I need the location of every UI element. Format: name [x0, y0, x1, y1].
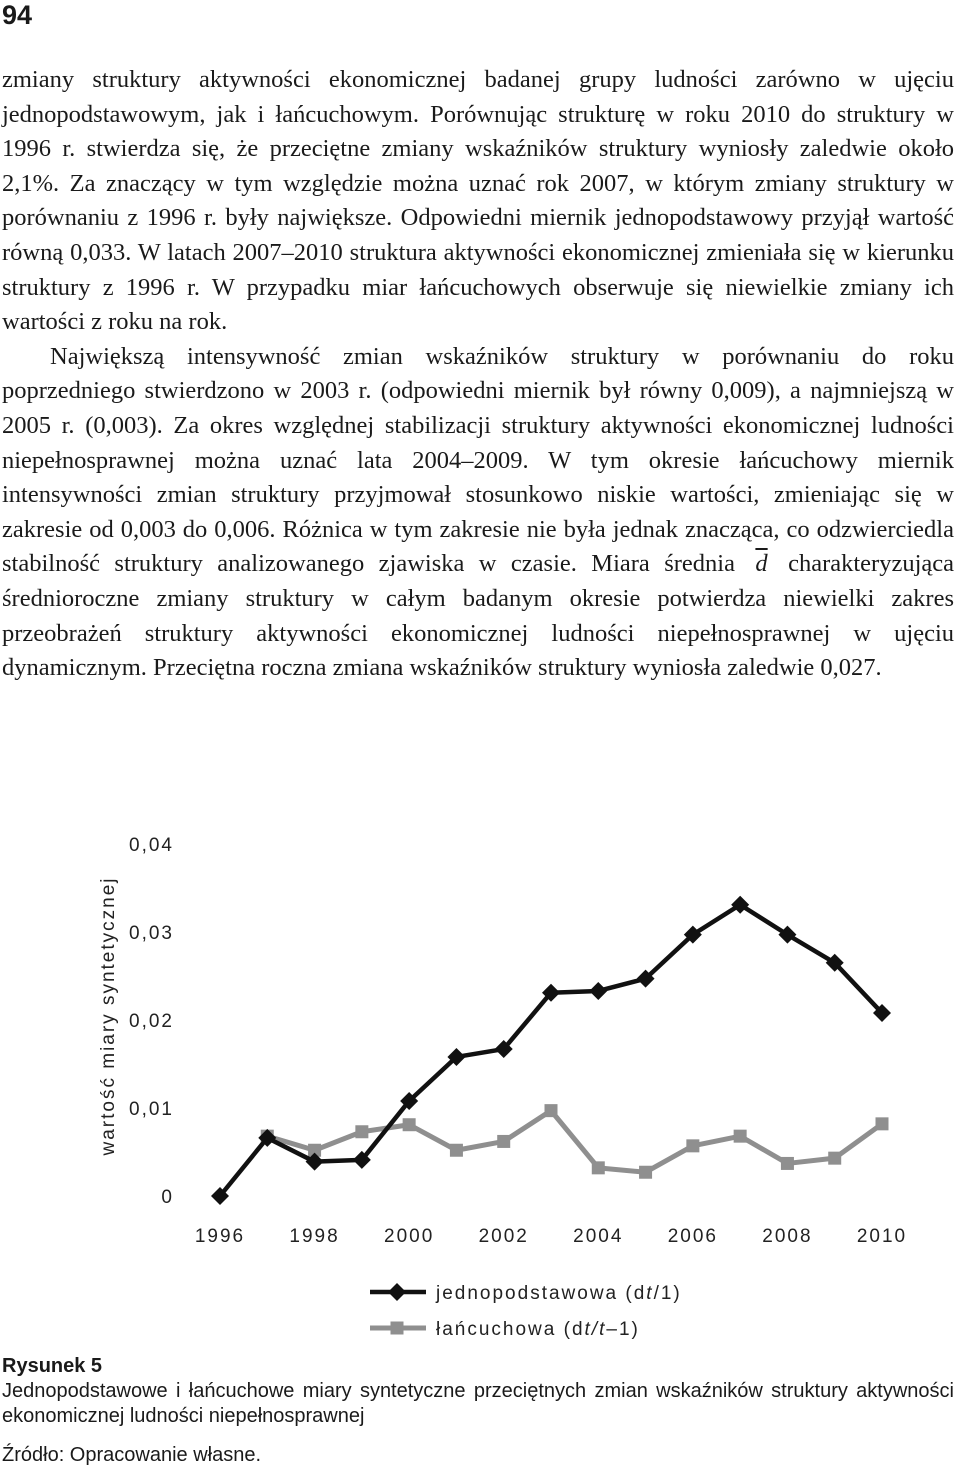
x-tick-label: 2010: [856, 1226, 908, 1247]
line-chart: [0, 820, 960, 1350]
data-point-chain: [876, 1117, 889, 1130]
paragraph-2-part-2: charakteryzująca średnioroczne zmiany struktury w całym badanym okresie potwierdza niewielki zakres przeobrażeń struktury aktywności ekonomicznej ludności niepełnosprawnej w ujęciu dynamicznym. Przeciętna roczna zmiana wskaźników struktury wyniosła zaledwie 0,027.: [2, 550, 955, 682]
figure-title: Jednopodstawowe i łańcuchowe miary syntetyczne przeciętnych zmian wskaźników struktury aktywności ekonomicznej ludności niepełnosprawnej: [2, 1380, 954, 1427]
x-tick-label: 2004: [573, 1226, 624, 1247]
data-point-base: [589, 982, 607, 1000]
figure-chart: [0, 820, 960, 1350]
data-point-chain: [355, 1125, 368, 1138]
data-point-chain: [450, 1144, 463, 1157]
y-tick-label: 0,03: [129, 923, 174, 944]
paragraph-2-part-1: Największą intensywność zmian wskaźników struktury w porównaniu do roku poprzedniego stwierdzono w 2003 r. (odpowiedni miernik był równy 0,009), a najmniejszą w 2005 r. (0,003). Za okres względnej stabilizacji struktury aktywności ekonomicznej ludności niepełnosprawnej można uznać lata 2004–2009. W tym okresie łańcuchowy miernik intensywności zmian struktury przyjmował stosunkowo niskie wartości, zmieniając się w zakresie od 0,003 do 0,006. Różnica w tym zakresie nie była jednak znacząca, co odzwierciedla stabilność struktury analizowanego zjawiska w czasie. Miara średnia: [2, 342, 954, 578]
data-point-chain: [781, 1157, 794, 1170]
x-tick-label: 2000: [384, 1226, 435, 1247]
data-point-chain: [545, 1104, 558, 1117]
data-point-chain: [639, 1166, 652, 1179]
y-axis-title: wartość miary syntetycznej: [98, 876, 119, 1156]
figure-caption: [2, 1354, 954, 1468]
y-tick-label: 0,02: [129, 1011, 174, 1032]
body-text: [2, 63, 954, 686]
legend-marker: [388, 1283, 406, 1301]
paragraph-2: [2, 340, 954, 686]
x-tick-label: 1998: [289, 1226, 340, 1247]
data-point-chain: [686, 1139, 699, 1152]
y-tick-label: 0,01: [129, 1099, 174, 1120]
x-tick-label: 2006: [667, 1226, 718, 1247]
x-tick-label: 2008: [762, 1226, 813, 1247]
data-point-chain: [828, 1152, 841, 1165]
x-tick-label: 2002: [478, 1226, 529, 1247]
y-tick-label: 0: [161, 1187, 174, 1208]
data-point-chain: [592, 1161, 605, 1174]
legend-label: jednopodstawowa (dt/1): [436, 1283, 682, 1304]
figure-label: Rysunek 5: [2, 1355, 103, 1377]
legend-label: łańcuchowa (dt/t–1): [436, 1319, 640, 1340]
y-tick-label: 0,04: [129, 835, 174, 856]
paragraph-1: zmiany struktury aktywności ekonomicznej badanej grupy ludności zarówno w ujęciu jednopodstawowym, jak i łańcuchowym. Porównując strukturę w roku 2010 do struktury w 1996 r. stwierdza się, że przeciętne zmiany wskaźników struktury wyniosły zaledwie około 2,1%. Za znaczący w tym względzie można uznać rok 2007, w którym zmiany struktury w porównaniu z 1996 r. były największe. Odpowiedni miernik jednopodstawowy przyjął wartość równą 0,033. W latach 2007–2010 struktura aktywności ekonomicznej zmieniała się w kierunku struktury z 1996 r. W przypadku miar łańcuchowych obserwuje się niewielkie zmiany ich wartości z roku na rok.: [2, 66, 954, 336]
data-point-chain: [403, 1118, 416, 1131]
legend-marker: [391, 1322, 404, 1335]
mean-symbol-d: $\overline{d}$: [755, 550, 768, 578]
figure-source: Źródło: Opracowanie własne.: [2, 1444, 262, 1466]
page-number: 94: [2, 0, 33, 30]
x-tick-label: 1996: [194, 1226, 246, 1247]
data-point-chain: [734, 1130, 747, 1143]
data-point-chain: [497, 1135, 510, 1148]
